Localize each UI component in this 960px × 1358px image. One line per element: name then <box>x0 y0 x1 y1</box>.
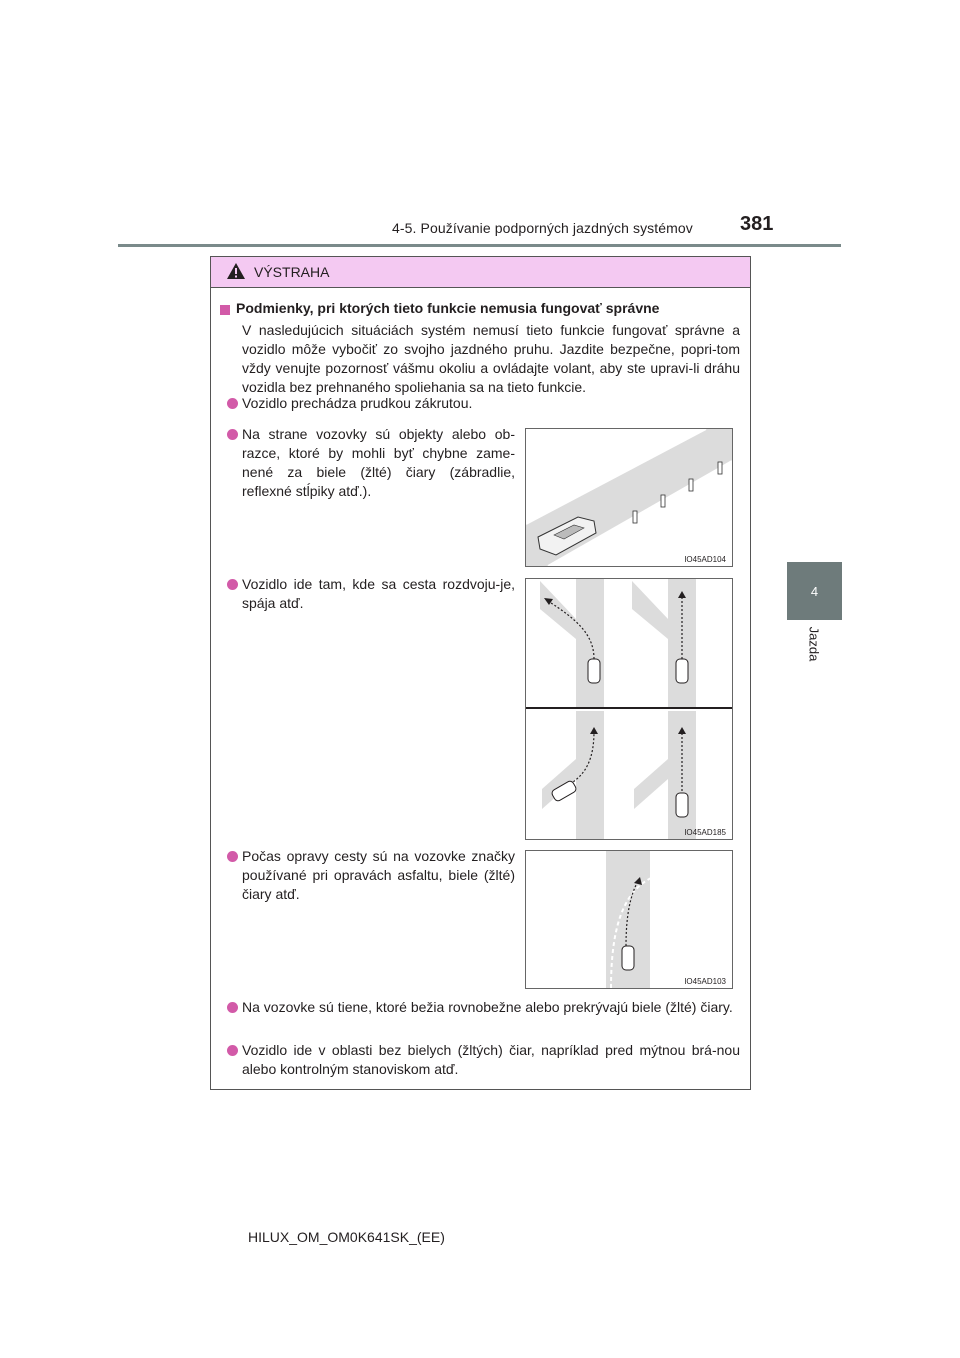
list-item-text: Vozidlo prechádza prudkou zákrutou. <box>242 395 473 411</box>
chapter-label: Jazda <box>806 626 822 662</box>
chapter-tab <box>787 562 842 620</box>
road-repair-illustration <box>526 851 732 988</box>
figure-code: IO45AD104 <box>684 555 726 564</box>
list-item-text: Na vozovke sú tiene, ktoré bežia rovnobežne alebo prekrývajú biele (žlté) čiary. <box>242 999 733 1015</box>
warning-intro: V nasledujúcich situáciách systém nemusí tieto funkcie fungovať správne a vozidlo môže vybočiť zo svojho jazdného pruhu. Jazdite bezpečne, popri-tom vždy venujte pozornosť vášmu okoliu a ovládajte volant, aby ste upravi-li dráhu vozidla bez prehnaného spoliehania sa na tieto funkcie. <box>242 322 740 395</box>
section-title: 4-5. Používanie podporných jazdných systémov <box>392 220 693 236</box>
square-bullet-icon <box>220 305 230 315</box>
warning-label: VÝSTRAHA <box>254 264 330 280</box>
header-rule <box>118 244 841 247</box>
round-bullet-icon <box>227 1002 238 1013</box>
figure-code: IO45AD185 <box>684 828 726 837</box>
list-item <box>227 394 742 414</box>
figure-repair-lines <box>525 850 733 989</box>
round-bullet-icon <box>227 851 238 862</box>
car-icon <box>551 659 688 817</box>
list-item <box>227 998 742 1038</box>
round-bullet-icon <box>227 1045 238 1056</box>
list-item <box>227 847 517 907</box>
figure-code: IO45AD103 <box>684 977 726 986</box>
warning-triangle-icon <box>226 262 246 280</box>
round-bullet-icon <box>227 398 238 409</box>
document-code: HILUX_OM_OM0K641SK_(EE) <box>248 1229 445 1245</box>
figure-guardrail <box>525 428 733 567</box>
car-icon <box>622 946 634 970</box>
list-item-text: Na strane vozovky sú objekty alebo ob-razce, ktoré by mohli byť chybne zame-nené za biele (žlté) čiary (zábradlie, reflexné stĺpiky atď.). <box>242 426 515 499</box>
list-item-text: Vozidlo ide tam, kde sa cesta rozdvoju-je, spája atď. <box>242 576 515 611</box>
page-number: 381 <box>740 213 774 235</box>
round-bullet-icon <box>227 579 238 590</box>
road-illustration <box>526 429 732 566</box>
list-item-text: Vozidlo ide v oblasti bez bielych (žltých) čiar, napríklad pred mýtnou brá-nou alebo kontrolným stanoviskom atď. <box>242 1042 740 1077</box>
round-bullet-icon <box>227 429 238 440</box>
list-item <box>227 425 517 505</box>
chapter-number: 4 <box>810 583 819 599</box>
figure-road-split <box>525 578 733 840</box>
chapter-label-wrap <box>787 624 842 674</box>
list-item-text: Počas opravy cesty sú na vozovke značky používané pri opravách asfaltu, biele (žlté) čiary atď. <box>242 848 515 902</box>
list-item <box>227 1041 742 1081</box>
warning-heading: Podmienky, pri ktorých tieto funkcie nemusia fungovať správne <box>236 300 660 316</box>
list-item <box>227 575 517 615</box>
road-split-illustration <box>526 579 732 839</box>
